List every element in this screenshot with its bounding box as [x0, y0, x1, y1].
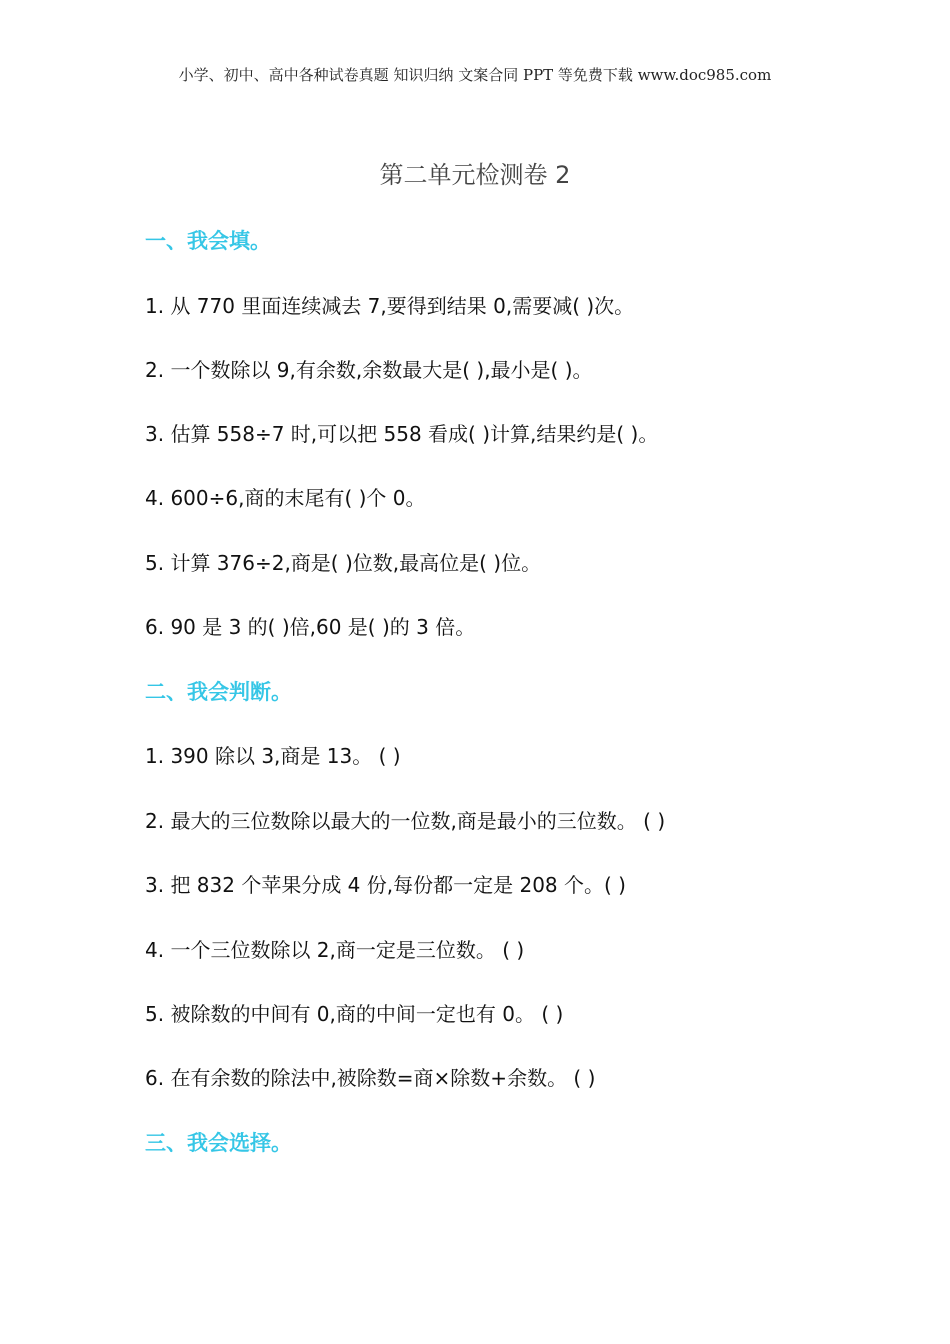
page-title: 第二单元检测卷 2: [379, 161, 571, 189]
question-judge-2: 2. 最大的三位数除以最大的一位数,商是最小的三位数。 ( ): [145, 809, 666, 833]
question-fill-1: 1. 从 770 里面连续减去 7,要得到结果 0,需要减( )次。: [145, 294, 635, 318]
question-judge-4: 4. 一个三位数除以 2,商一定是三位数。 ( ): [145, 938, 525, 962]
question-fill-5: 5. 计算 376÷2,商是( )位数,最高位是( )位。: [145, 551, 542, 575]
question-judge-3: 3. 把 832 个苹果分成 4 份,每份都一定是 208 个。( ): [145, 873, 626, 897]
question-fill-6: 6. 90 是 3 的( )倍,60 是( )的 3 倍。: [145, 615, 476, 639]
section-heading-fill: 一、我会填。: [145, 229, 271, 253]
question-fill-2: 2. 一个数除以 9,有余数,余数最大是( ),最小是( )。: [145, 358, 593, 382]
question-judge-1: 1. 390 除以 3,商是 13。 ( ): [145, 744, 401, 768]
section-heading-choose: 三、我会选择。: [145, 1131, 292, 1155]
page-header: 小学、初中、高中各种试卷真题 知识归纳 文案合同 PPT 等免费下载 www.doc985.com: [178, 66, 772, 84]
question-judge-5: 5. 被除数的中间有 0,商的中间一定也有 0。 ( ): [145, 1002, 564, 1026]
question-fill-3: 3. 估算 558÷7 时,可以把 558 看成( )计算,结果约是( )。: [145, 422, 659, 446]
question-judge-6: 6. 在有余数的除法中,被除数=商×除数+余数。 ( ): [145, 1066, 596, 1090]
section-heading-judge: 二、我会判断。: [145, 680, 292, 704]
question-fill-4: 4. 600÷6,商的末尾有( )个 0。: [145, 486, 426, 510]
